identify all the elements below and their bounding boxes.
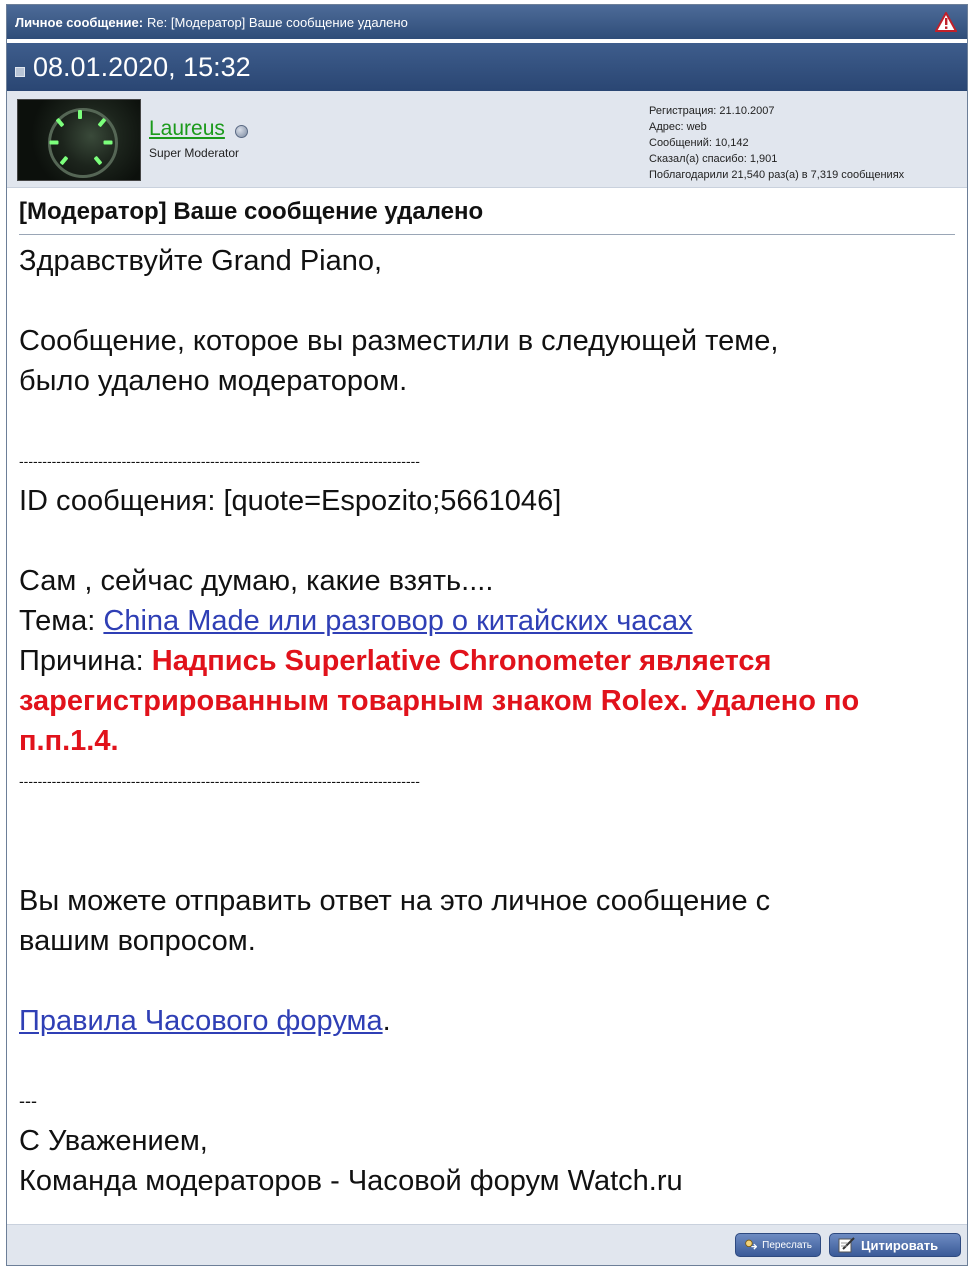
rules-line (19, 1001, 955, 1041)
reason-text: Надпись Superlative Chronometer является зарегистрированным товарным знаком Rolex. Удалено по п.п.1.4. (19, 645, 860, 757)
quote-label: Цитировать (861, 1237, 939, 1253)
divider-top: -------------------------------------------------------------------------------------- (19, 453, 420, 469)
user-stats (649, 103, 904, 183)
post-footer-bar (7, 1224, 967, 1265)
signature-dash: --- (19, 1091, 37, 1111)
message-id-line: ID сообщения: [quote=Espozito;5661046] (19, 485, 562, 517)
divider-bottom: -------------------------------------------------------------------------------------- (19, 773, 420, 789)
message-subject: [Модератор] Ваше сообщение удалено (19, 198, 955, 235)
title-label: Личное сообщение: (15, 14, 144, 30)
quoted-text: Сам , сейчас думаю, какие взять.... (19, 565, 494, 597)
topic-line (19, 601, 955, 641)
body-line-1: Сообщение, которое вы разместили в следующей теме, (19, 325, 779, 357)
title-bar (7, 5, 967, 39)
post-datetime: 08.01.2020, 15:32 (33, 51, 251, 82)
report-warning-icon[interactable] (935, 12, 957, 32)
post-date-bar (7, 43, 967, 91)
post-status-icon (15, 67, 25, 77)
topic-label: Тема: (19, 605, 96, 637)
online-status-icon (235, 125, 248, 138)
stat-thanks-given: Сказал(а) спасибо: 1,901 (649, 153, 778, 165)
reason-line (19, 641, 955, 761)
forward-icon (744, 1238, 757, 1252)
message-body (19, 235, 955, 1201)
stat-thanks-received: Поблагодарили 21,540 раз(а) в 7,319 сообщениях (649, 169, 905, 181)
stat-posts: Сообщений: 10,142 (649, 137, 749, 149)
rules-link[interactable]: Правила Часового форума (19, 1005, 383, 1037)
signature-line-1: С Уважением, (19, 1125, 208, 1157)
user-title: Super Moderator (149, 146, 240, 160)
signature-line-2: Команда модераторов - Часовой форум Watch.ru (19, 1165, 683, 1197)
reply-line-1: Вы можете отправить ответ на это личное сообщение с (19, 885, 771, 917)
reply-line-2: вашим вопросом. (19, 925, 256, 957)
user-avatar[interactable] (17, 99, 141, 181)
forward-label: Переслать (762, 1239, 812, 1251)
stat-address: Адрес: web (649, 121, 707, 133)
topic-link[interactable]: China Made или разговор о китайских часах (103, 605, 693, 637)
quote-button[interactable] (829, 1233, 961, 1257)
user-info-panel (7, 91, 967, 188)
title-subject: Re: [Модератор] Ваше сообщение удалено (147, 14, 408, 30)
username-link[interactable]: Laureus (149, 117, 225, 140)
rules-suffix: . (382, 1005, 391, 1037)
reason-label: Причина: (19, 645, 144, 677)
quote-icon (838, 1237, 856, 1253)
body-line-2: было удалено модератором. (19, 365, 408, 397)
pm-window (6, 4, 968, 1266)
greeting-text: Здравствуйте Grand Piano, (19, 245, 383, 277)
stat-registration: Регистрация: 21.10.2007 (649, 105, 775, 117)
forward-button[interactable] (735, 1233, 821, 1257)
